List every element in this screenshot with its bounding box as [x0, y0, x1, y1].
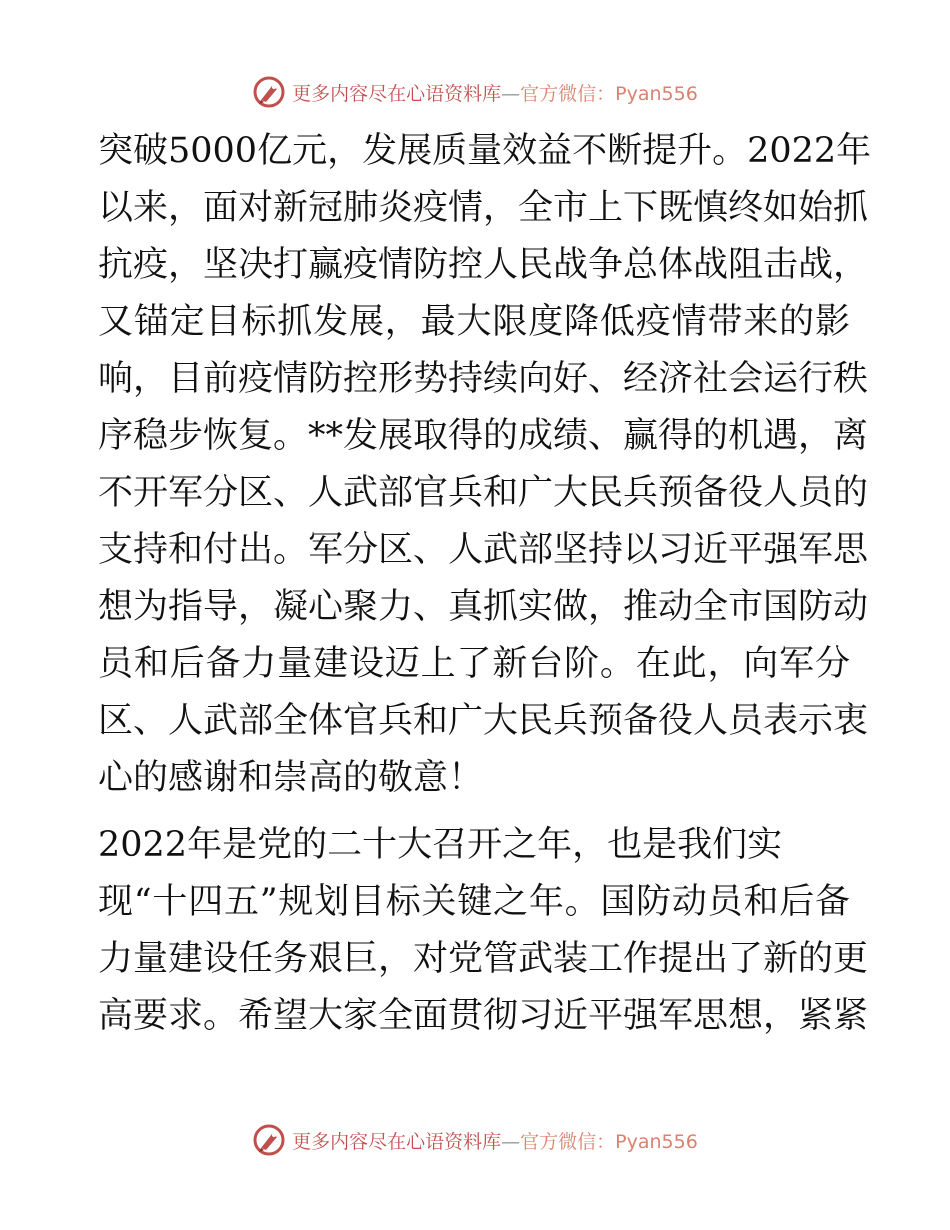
- paragraph-1: [98, 123, 872, 807]
- pen-logo-icon: [252, 75, 286, 109]
- watermark-text: [292, 1127, 698, 1154]
- text-line: 响，目前疫情防控形势持续向好、经济社会运行秩: [98, 359, 869, 399]
- text-line: 现“十四五”规划目标关键之年。国防动员和后备: [98, 882, 850, 922]
- watermark-wechat: 官方微信：Pyan556: [520, 82, 698, 105]
- paragraph-2: [98, 817, 869, 1045]
- text-line: 2022年是党的二十大召开之年，也是我们实: [98, 825, 783, 865]
- text-line: 以来，面对新冠肺炎疫情，全市上下既慎终如始抓: [98, 188, 869, 228]
- watermark-main: 更多内容尽在心语资料库: [292, 82, 502, 105]
- text-line: 突破5000亿元，发展质量效益不断提升。2022年: [98, 131, 872, 171]
- watermark-main: 更多内容尽在心语资料库: [292, 1130, 502, 1153]
- text-line: 力量建设任务艰巨，对党管武装工作提出了新的更: [98, 939, 869, 979]
- text-line: 不开军分区、人武部官兵和广大民兵预备役人员的: [98, 473, 869, 513]
- text-line: 又锚定目标抓发展，最大限度降低疫情带来的影: [98, 302, 850, 342]
- pen-logo-icon: [252, 1123, 286, 1157]
- text-line: 区、人武部全体官兵和广大民兵预备役人员表示衷: [98, 701, 869, 741]
- footer-watermark: [0, 1120, 950, 1160]
- document-body: [98, 123, 872, 1045]
- text-line: 序稳步恢复。**发展取得的成绩、赢得的机遇，离: [98, 416, 869, 456]
- text-line: 支持和付出。军分区、人武部坚持以习近平强军思: [98, 530, 869, 570]
- text-line: 高要求。希望大家全面贯彻习近平强军思想，紧紧: [98, 996, 869, 1036]
- text-line: 想为指导，凝心聚力、真抓实做，推动全市国防动: [98, 587, 869, 627]
- watermark-separator: —: [501, 82, 521, 105]
- watermark-separator: —: [501, 1130, 521, 1153]
- watermark-wechat: 官方微信：Pyan556: [520, 1130, 698, 1153]
- watermark-text: [292, 79, 698, 106]
- text-line: 抗疫，坚决打赢疫情防控人民战争总体战阻击战，: [98, 245, 869, 285]
- text-line: 心的感谢和崇高的敬意！: [98, 758, 484, 798]
- text-line: 员和后备力量建设迈上了新台阶。在此，向军分: [98, 644, 850, 684]
- header-watermark: [0, 72, 950, 112]
